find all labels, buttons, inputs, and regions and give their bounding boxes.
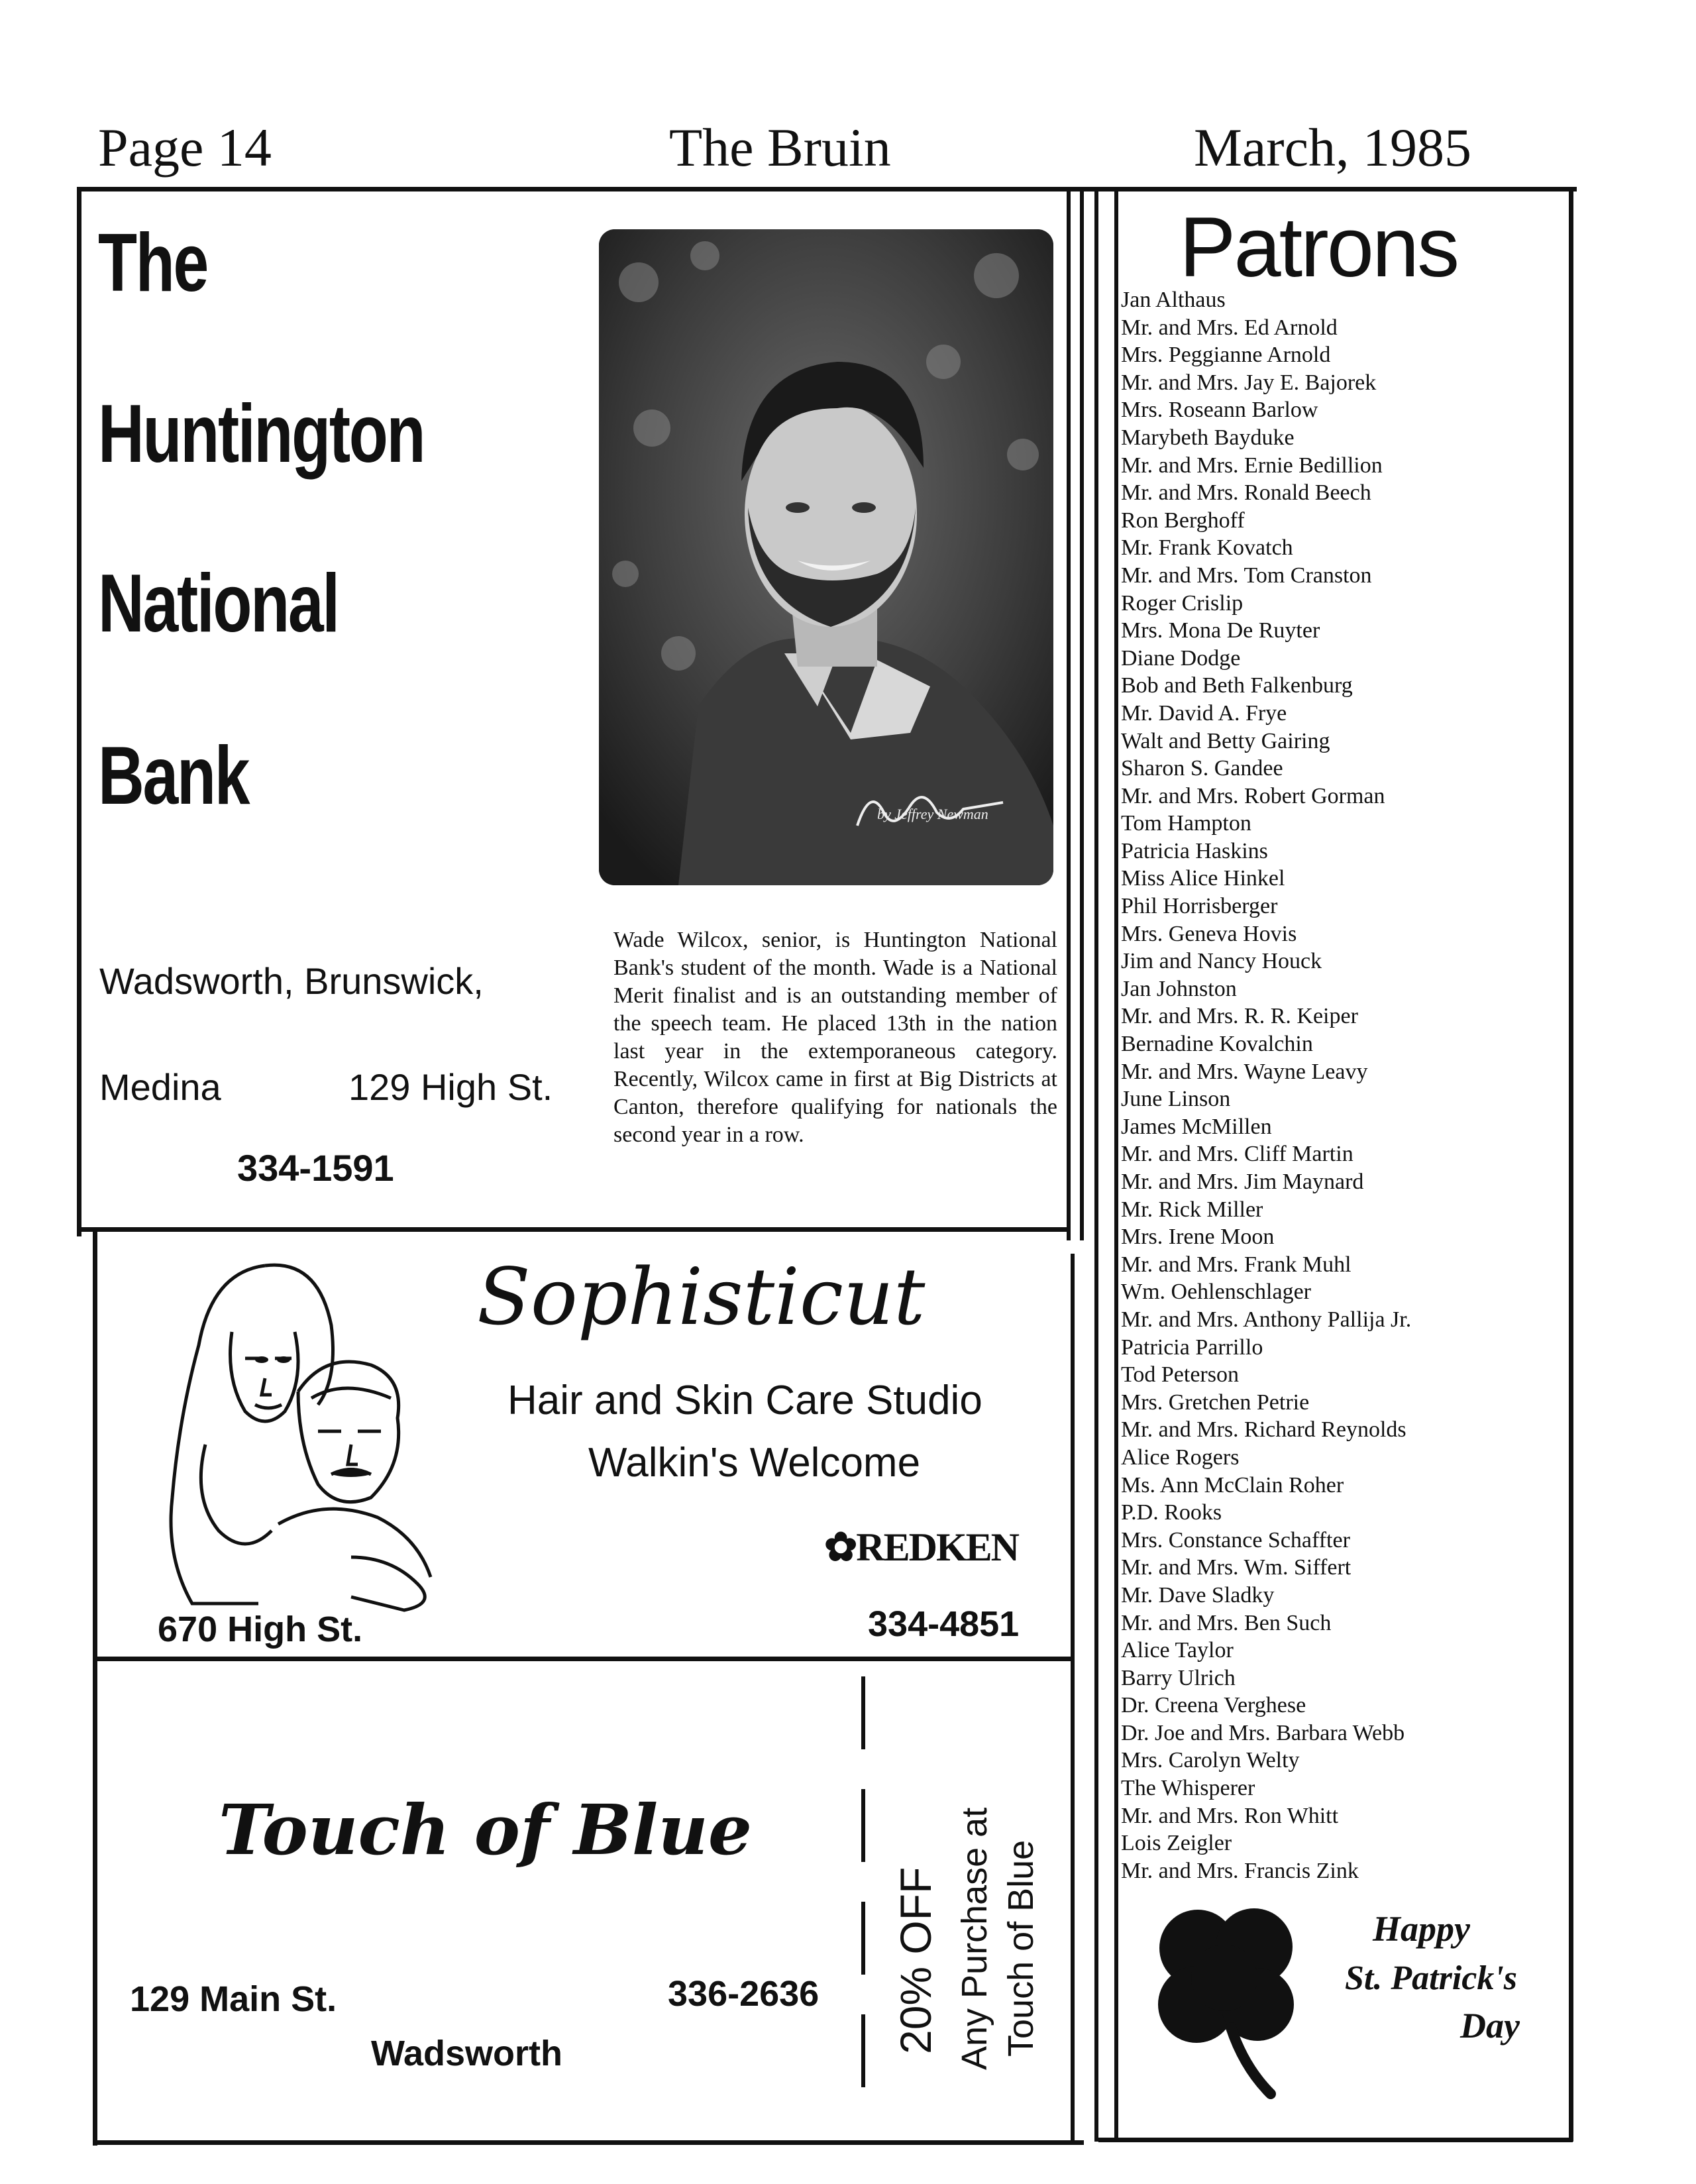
greeting-line-3: Day — [1460, 2006, 1520, 2046]
patron-name: Mrs. Roseann Barlow — [1121, 398, 1318, 423]
patron-name: Mr. and Mrs. Cliff Martin — [1121, 1142, 1353, 1167]
patron-name: Wm. Oehlenschlager — [1121, 1280, 1311, 1305]
page-number: Page 14 — [98, 117, 272, 178]
redken-logo — [824, 1524, 1018, 1570]
patron-name: Diane Dodge — [1121, 645, 1241, 671]
patron-name: June Linson — [1121, 1087, 1231, 1112]
patron-name: Mrs. Mona De Ruyter — [1121, 618, 1320, 643]
bank-name-line-2: Huntington — [98, 388, 425, 480]
patron-name: Mrs. Constance Schaffter — [1121, 1527, 1350, 1553]
bank-address: 129 High St. — [348, 1066, 553, 1108]
patron-name: Marybeth Bayduke — [1121, 425, 1295, 450]
patron-name: Lois Zeigler — [1121, 1831, 1232, 1856]
student-caption: Wade Wilcox, senior, is Huntington National Bank's student of the month. Wade is a National Merit finalist and is an outstanding member of the speech team. He placed 13th in the nation last year in the extemporaneous category. Recently, Wilcox came in first at Big Districts at Canton, therefore qualifying for nationals the second year in a row. — [613, 928, 1057, 1147]
patron-name: Mr. Dave Sladky — [1121, 1582, 1275, 1608]
patron-name: Barry Ulrich — [1121, 1665, 1236, 1690]
touch-address: 129 Main St. — [130, 1979, 337, 2019]
patron-name: Ron Berghoff — [1121, 508, 1245, 533]
patron-list — [1121, 286, 1411, 1884]
patron-name: Mrs. Gretchen Petrie — [1121, 1390, 1310, 1415]
patron-name: Mr. and Mrs. Ron Whitt — [1121, 1803, 1339, 1828]
patron-name: The Whisperer — [1121, 1776, 1255, 1801]
bank-name-line-3: National — [98, 558, 339, 649]
bank-locations-2: Medina — [99, 1066, 221, 1108]
bank-locations: Wadsworth, Brunswick, — [99, 960, 484, 1002]
patrons-title: Patrons — [1179, 200, 1458, 295]
coupon-line-2: Touch of Blue — [1001, 1839, 1041, 2057]
patron-name: Mr. Rick Miller — [1121, 1197, 1263, 1222]
patron-name: Bob and Beth Falkenburg — [1121, 673, 1353, 698]
greeting-line-2: St. Patrick's — [1345, 1959, 1518, 1997]
patron-name: Patricia Parrillo — [1121, 1335, 1263, 1360]
patron-name: Mr. and Mrs. Ernie Bedillion — [1121, 453, 1383, 478]
patron-name: Tod Peterson — [1121, 1362, 1239, 1388]
patron-name: Mr. and Mrs. Frank Muhl — [1121, 1252, 1352, 1277]
newspaper-title: The Bruin — [669, 117, 891, 178]
salon-name: Sophisticut — [477, 1251, 926, 1342]
student-portrait-image — [599, 229, 1053, 885]
patron-name: Mr. David A. Frye — [1121, 700, 1287, 726]
greeting-line-1: Happy — [1373, 1909, 1470, 1949]
patron-name: Walt and Betty Gairing — [1121, 728, 1330, 753]
patron-name: Alice Rogers — [1121, 1445, 1240, 1470]
patron-name: Mr. and Mrs. Robert Gorman — [1121, 783, 1385, 808]
coupon-discount[interactable]: 20% OFF — [891, 1867, 940, 2054]
patron-name: Mrs. Peggianne Arnold — [1121, 343, 1331, 368]
patron-name: Dr. Creena Verghese — [1121, 1693, 1306, 1718]
patron-name: James McMillen — [1121, 1114, 1272, 1139]
patron-name: Mr. and Mrs. Ben Such — [1121, 1610, 1332, 1635]
patron-name: Mr. and Mrs. Wayne Leavy — [1121, 1059, 1368, 1084]
patron-name: Mr. and Mrs. Jay E. Bajorek — [1121, 370, 1377, 395]
issue-date: March, 1985 — [1194, 117, 1472, 178]
patron-name: Mr. and Mrs. Tom Cranston — [1121, 563, 1372, 588]
bank-name-line-4: Bank — [98, 730, 249, 822]
patron-name: Alice Taylor — [1121, 1638, 1234, 1663]
flower-icon: ✿ — [824, 1525, 857, 1569]
patron-name: Roger Crislip — [1121, 590, 1244, 616]
shamrock-icon — [1145, 1895, 1310, 2107]
patron-name: Jan Althaus — [1121, 288, 1226, 312]
couple-illustration — [152, 1246, 484, 1617]
touch-city: Wadsworth — [371, 2034, 562, 2073]
patron-name: Mrs. Irene Moon — [1121, 1225, 1275, 1250]
patron-name: Mr. and Mrs. Ronald Beech — [1121, 480, 1371, 506]
patron-name: Mr. and Mrs. Wm. Siffert — [1121, 1555, 1352, 1580]
redken-brand: REDKEN — [856, 1525, 1018, 1569]
touch-phone: 336-2636 — [668, 1974, 820, 2014]
patron-name: Jan Johnston — [1121, 976, 1237, 1001]
patron-name: Bernadine Kovalchin — [1121, 1032, 1313, 1057]
patron-name: Ms. Ann McClain Roher — [1121, 1472, 1344, 1498]
patron-name: Mr. and Mrs. Ed Arnold — [1121, 315, 1338, 340]
bank-name-line-1: The — [98, 217, 207, 309]
salon-address: 670 High St. — [158, 1610, 363, 1649]
patron-name: Mrs. Carolyn Welty — [1121, 1748, 1300, 1773]
salon-tagline: Hair and Skin Care Studio — [507, 1378, 982, 1423]
touch-store-name: Touch of Blue — [219, 1789, 753, 1871]
photo-signature: by Jeffrey Newman — [877, 806, 988, 822]
patron-name: Miss Alice Hinkel — [1121, 866, 1285, 891]
patron-name: Mr. and Mrs. R. R. Keiper — [1121, 1004, 1358, 1029]
patron-name: Phil Horrisberger — [1121, 894, 1278, 919]
patron-name: Tom Hampton — [1121, 811, 1251, 836]
patron-name: Sharon S. Gandee — [1121, 756, 1283, 781]
bank-phone: 334-1591 — [237, 1147, 394, 1189]
salon-phone: 334-4851 — [868, 1604, 1020, 1644]
patron-name: Mr. Frank Kovatch — [1121, 535, 1293, 561]
patron-name: Jim and Nancy Houck — [1121, 949, 1322, 974]
patron-name: Mr. and Mrs. Anthony Pallija Jr. — [1121, 1307, 1412, 1332]
patron-name: P.D. Rooks — [1121, 1500, 1222, 1525]
patron-name: Patricia Haskins — [1121, 838, 1268, 863]
salon-walkins: Walkin's Welcome — [588, 1440, 921, 1486]
student-photo — [599, 229, 1053, 885]
patron-name: Dr. Joe and Mrs. Barbara Webb — [1121, 1720, 1405, 1745]
patron-name: Mr. and Mrs. Richard Reynolds — [1121, 1417, 1406, 1443]
patron-name: Mrs. Geneva Hovis — [1121, 921, 1297, 946]
patron-name: Mr. and Mrs. Jim Maynard — [1121, 1170, 1364, 1194]
coupon-line-1: Any Purchase at — [955, 1807, 994, 2070]
patron-name: Mr. and Mrs. Francis Zink — [1121, 1858, 1359, 1883]
